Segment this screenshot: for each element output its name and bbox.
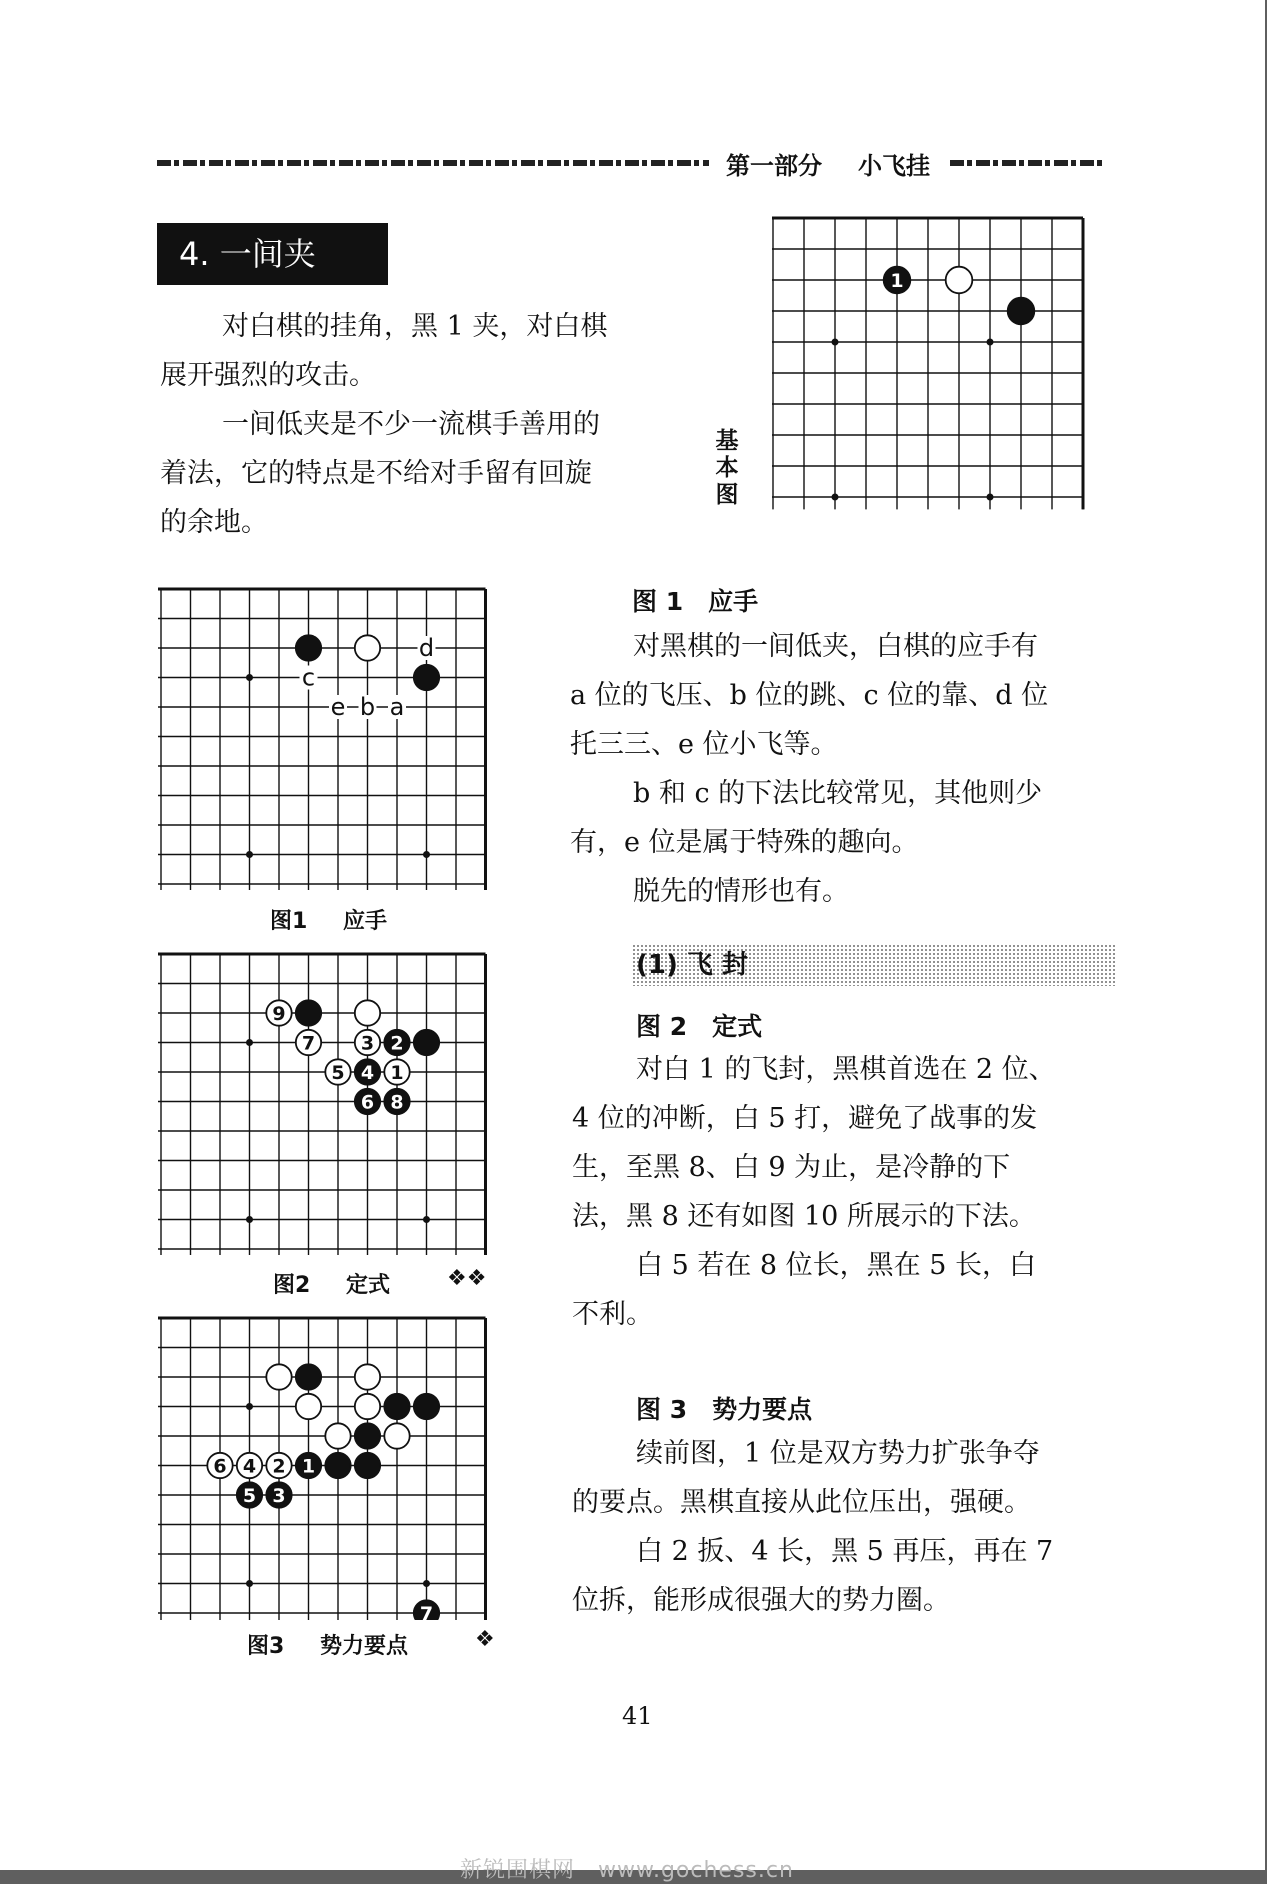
fig1-board: [158, 585, 503, 890]
watermark: 新锐围棋网 www.gochess.cn: [460, 1858, 794, 1883]
fig2-diamond-marks: ❖❖: [447, 1266, 487, 1291]
star-point: [246, 1216, 253, 1223]
white-stone: [355, 1394, 380, 1419]
stone-number: 3: [360, 1032, 375, 1055]
star-point: [832, 494, 839, 501]
white-stone: [946, 267, 973, 294]
fig2-caption-number: 图2: [273, 1273, 311, 1298]
board-grid: [158, 954, 485, 1255]
black-stone: [296, 1000, 321, 1025]
stone-number: 4: [360, 1062, 375, 1084]
star-point: [987, 494, 994, 501]
stone-number: 4: [242, 1455, 257, 1478]
stone-number: 2: [390, 1032, 404, 1055]
fig3-text: 白 2 扳、4 长，黑 5 再压，再在 7: [636, 1536, 1054, 1567]
stone-number: 1: [301, 1455, 316, 1478]
fig2-text: 4 位的冲断，白 5 打，避免了战事的发: [572, 1103, 1038, 1134]
board-grid: [772, 218, 1083, 509]
black-stone: [414, 665, 439, 690]
header-rule-right: [950, 160, 1102, 166]
black-stone: [355, 1453, 380, 1478]
fig1-text: 有，e 位是属于特殊的趣向。: [570, 827, 919, 858]
position-letter: e: [330, 693, 346, 721]
stone-number: 8: [390, 1091, 404, 1114]
intro-line: 对白棋的挂角，黑 1 夹，对白棋: [222, 311, 608, 342]
position-letter: c: [301, 663, 316, 692]
fig1-caption-name: 应手: [343, 909, 388, 934]
stone-number: 5: [242, 1485, 257, 1507]
star-point: [246, 1403, 253, 1410]
fig3-diamond-mark: ❖: [475, 1627, 495, 1652]
fig1-text: b 和 c 的下法比较常见，其他则少: [633, 778, 1043, 809]
white-stone: [266, 1364, 291, 1389]
intro-line: 一间低夹是不少一流棋手善用的: [222, 409, 600, 440]
star-point: [423, 1216, 430, 1223]
stone-number: 7: [301, 1032, 316, 1055]
star-point: [246, 1039, 253, 1046]
fig3-text: 的要点。黑棋直接从此位压出，强硬。: [572, 1487, 1031, 1518]
stone-number: 7: [419, 1603, 434, 1620]
black-stone: [1008, 298, 1035, 325]
intro-line: 着法，它的特点是不给对手留有回旋: [160, 458, 592, 489]
stone-number: 6: [360, 1091, 375, 1114]
black-stone: [325, 1453, 350, 1478]
fig3-text: 续前图，1 位是双方势力扩张争夺: [636, 1438, 1040, 1469]
stone-number: 2: [272, 1455, 286, 1478]
fig1-heading: 图 1 应手: [632, 587, 759, 616]
intro-line: 展开强烈的攻击。: [160, 360, 376, 391]
fig1-text: a 位的飞压、b 位的跳、c 位的靠、d 位: [570, 680, 1049, 711]
fig1-text: 对黑棋的一间低夹，白棋的应手有: [633, 631, 1038, 662]
fig2-board: [158, 950, 503, 1255]
intro-line: 的余地。: [160, 507, 268, 538]
stone-number: 9: [272, 1003, 286, 1025]
fig3-heading: 图 3 势力要点: [636, 1395, 813, 1424]
header-rule-left: [157, 160, 709, 166]
black-stone: [414, 1394, 439, 1419]
fig2-text: 生，至黑 8、白 9 为止，是冷静的下: [572, 1152, 1011, 1183]
fig2-heading: 图 2 定式: [636, 1012, 763, 1041]
position-letter: a: [389, 693, 405, 721]
white-stone: [384, 1423, 409, 1448]
white-stone: [355, 635, 380, 660]
star-point: [246, 851, 253, 858]
black-stone: [296, 1364, 321, 1389]
page-number: 41: [622, 1702, 653, 1730]
stone-number: 3: [272, 1485, 286, 1507]
fig3-caption-number: 图3: [247, 1634, 285, 1659]
black-stone: [384, 1394, 409, 1419]
star-point: [246, 674, 253, 681]
star-point: [423, 851, 430, 858]
stone-number: 5: [331, 1062, 345, 1084]
star-point: [246, 1580, 253, 1587]
stone-number: 6: [213, 1455, 227, 1478]
position-letter: d: [418, 634, 435, 662]
position-letter: b: [359, 693, 376, 721]
black-stone: [296, 635, 321, 660]
base-diagram-label: 基本图: [715, 428, 739, 508]
fig1-text: 托三三、e 位小飞等。: [570, 729, 838, 760]
fig2-caption-name: 定式: [346, 1273, 391, 1298]
fig1-text: 脱先的情形也有。: [633, 876, 849, 907]
stone-number: 1: [890, 270, 904, 292]
stone-number: 1: [390, 1062, 404, 1084]
black-stone: [414, 1030, 439, 1055]
fig2-text: 不利。: [572, 1299, 653, 1330]
star-point: [987, 339, 994, 346]
white-stone: [355, 1364, 380, 1389]
base-diagram-board: [772, 214, 1112, 514]
header-part: 第一部分: [726, 152, 822, 180]
section-title: 4. 一间夹: [157, 223, 388, 285]
fig3-board: [158, 1310, 503, 1620]
fig2-text: 对白 1 的飞封，黑棋首选在 2 位、: [636, 1054, 1056, 1085]
white-stone: [355, 1000, 380, 1025]
star-point: [832, 339, 839, 346]
white-stone: [325, 1423, 350, 1448]
white-stone: [296, 1394, 321, 1419]
star-point: [423, 1580, 430, 1587]
header-title: 小飞挂: [858, 152, 930, 180]
board-grid: [158, 589, 485, 890]
fig3-caption-name: 势力要点: [320, 1634, 409, 1659]
fig3-text: 位拆，能形成很强大的势力圈。: [572, 1585, 950, 1616]
fig2-text: 法，黑 8 还有如图 10 所展示的下法。: [572, 1201, 1036, 1232]
fig1-caption-number: 图1: [270, 909, 308, 934]
black-stone: [355, 1423, 380, 1448]
subsection-title: (1) 飞 封: [632, 944, 1116, 986]
fig2-text: 白 5 若在 8 位长，黑在 5 长，白: [636, 1250, 1037, 1281]
